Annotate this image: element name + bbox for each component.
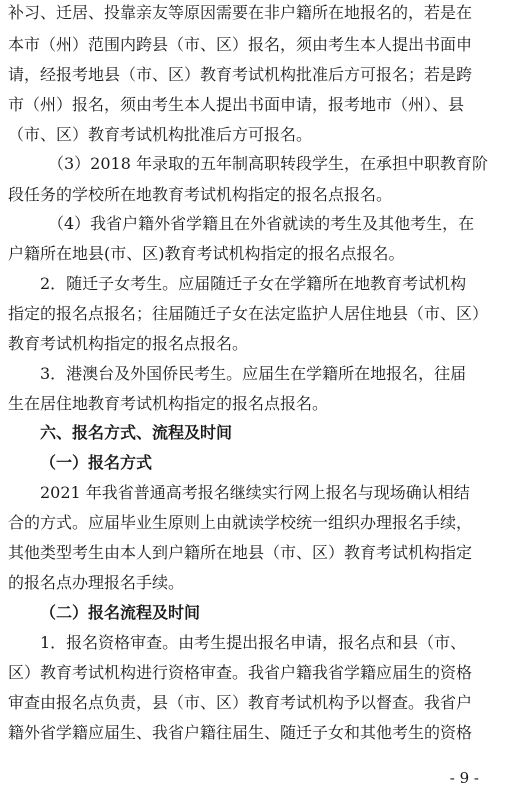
text-line-8: （4）我省户籍外省学籍且在外省就读的考生及其他考生，在	[48, 214, 475, 233]
text-line-9: 户籍所在地县(市、区)教育考试机构指定的报名点报名。	[8, 244, 405, 263]
text-line-6: （3）2018 年录取的五年制高职转段学生，在承担中职教育阶	[48, 154, 488, 173]
text-line-14: 生在居住地教育考试机构指定的报名点报名。	[8, 394, 329, 413]
text-line-5: （市、区）教育考试机构批准后方可报名。	[8, 125, 313, 144]
text-line-22: 1．报名资格审查。由考生提出报名申请，报名点和县（市、	[40, 633, 467, 652]
text-line-13: 3．港澳台及外国侨民考生。应届生在学籍所在地报名，往届	[40, 364, 467, 383]
subsection-heading-method: （一）报名方式	[40, 453, 153, 472]
text-line-25: 籍外省学籍应届生、我省户籍往届生、随迁子女和其他考生的资格	[8, 723, 473, 742]
text-line-7: 段任务的学校所在地教育考试机构指定的报名点报名。	[8, 185, 393, 204]
text-line-11: 指定的报名点报名；往届随迁子女在法定监护人居住地县（市、区）	[8, 304, 489, 323]
text-line-2: 本市（州）范围内跨县（市、区）报名，须由考生本人提出书面申	[8, 35, 473, 54]
text-line-17: 2021 年我省普通高考报名继续实行网上报名与现场确认相结	[40, 483, 470, 502]
text-line-19: 其他类型考生由本人到户籍所在地县（市、区）教育考试机构指定	[8, 543, 473, 562]
text-line-18: 合的方式。应届毕业生原则上由就读学校统一组织办理报名手续，	[8, 513, 473, 532]
text-line-3: 请，经报考地县（市、区）教育考试机构批准后方可报名；若是跨	[8, 65, 473, 84]
text-line-10: 2．随迁子女考生。应届随迁子女在学籍所在地教育考试机构	[40, 274, 467, 293]
section-heading-six: 六、报名方式、流程及时间	[40, 423, 233, 442]
text-line-4: 市（州）报名，须由考生本人提出书面申请，报考地市（州）、县	[8, 95, 465, 114]
text-line-20: 的报名点办理报名手续。	[8, 573, 185, 592]
page-number: - 9 -	[449, 769, 479, 787]
text-line-24: 审查由报名点负责，县（市、区）教育考试机构予以督查。我省户	[8, 693, 473, 712]
subsection-heading-process: （二）报名流程及时间	[40, 603, 201, 622]
text-line-1: 补习、迁居、投靠亲友等原因需要在非户籍所在地报名的，若是在	[8, 3, 473, 22]
text-line-23: 区）教育考试机构进行资格审查。我省户籍我省学籍应届生的资格	[8, 663, 473, 682]
text-line-12: 教育考试机构指定的报名点报名。	[8, 334, 249, 353]
